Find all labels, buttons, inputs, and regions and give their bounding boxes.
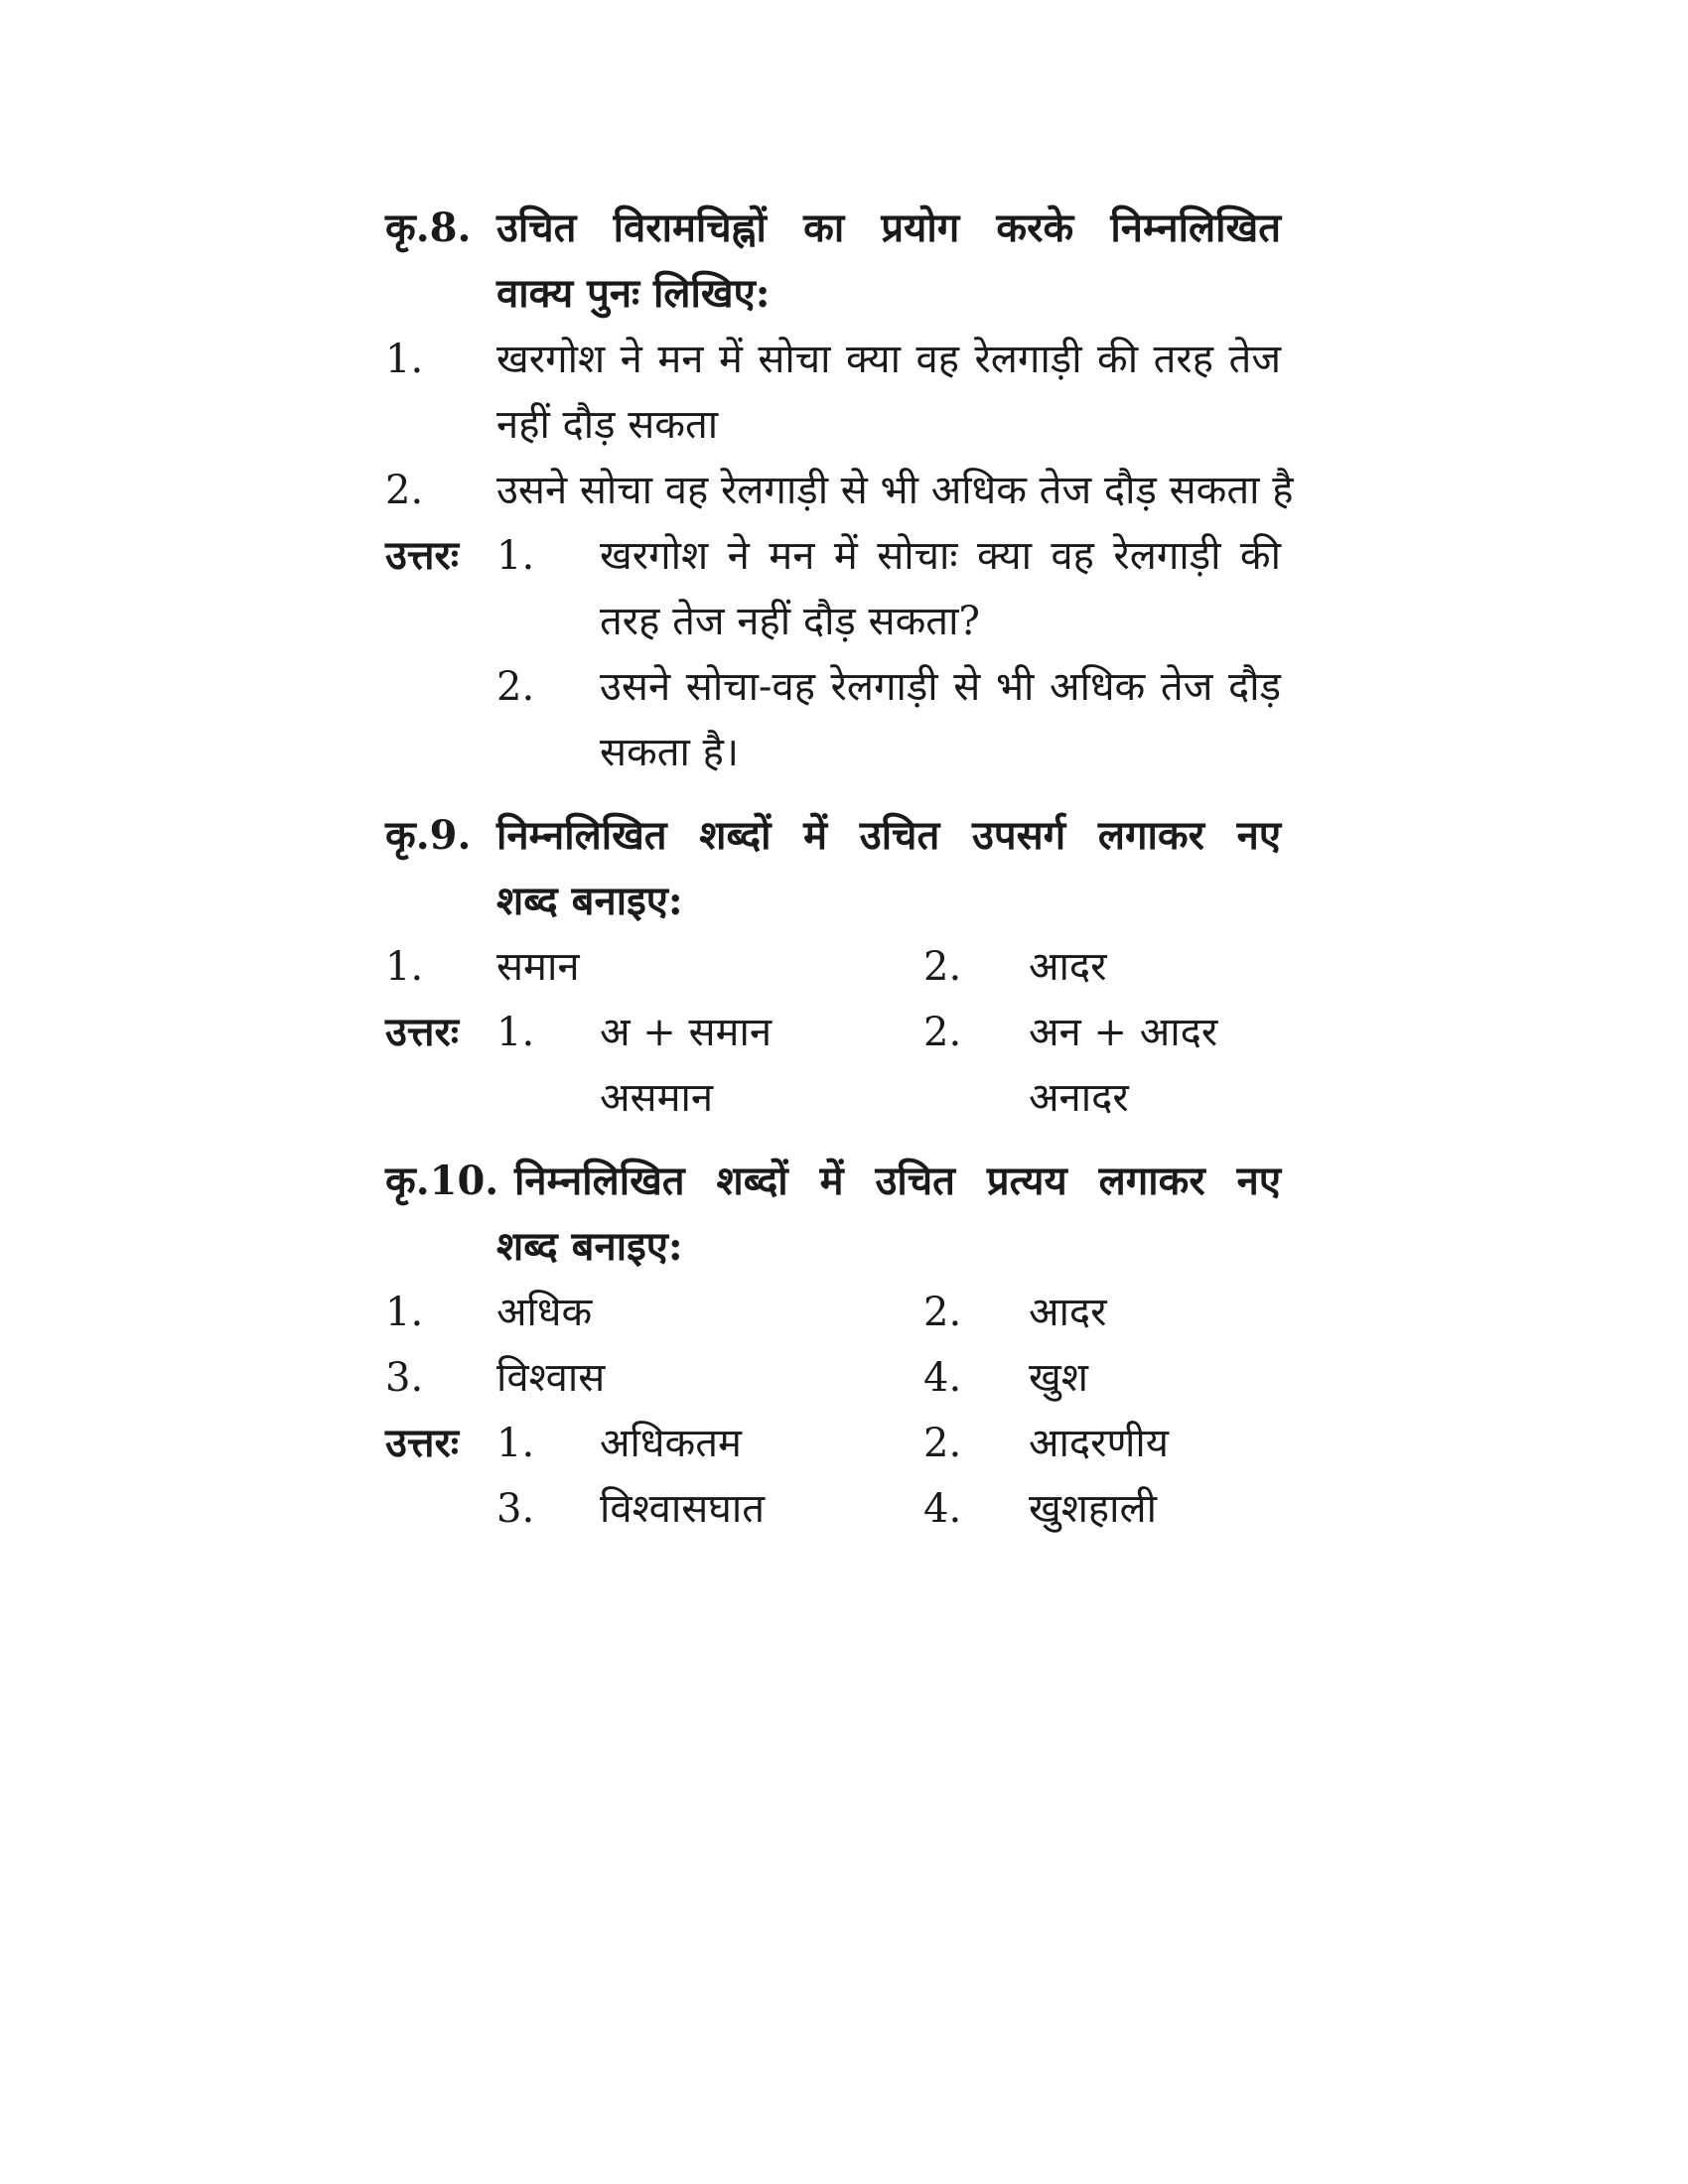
q8-item2-num: 2. <box>385 468 424 513</box>
q10-answer1-text: अधिकतम <box>600 1421 742 1466</box>
q10-item2-text: आदर <box>1029 1290 1107 1335</box>
q9-answer1-num: 1. <box>496 1010 535 1055</box>
q8-item1-num: 1. <box>385 337 424 382</box>
q9-item1-text: समान <box>496 944 580 990</box>
q9-label: कृ.9. <box>385 812 472 859</box>
q8-answer-label: उत्तरः <box>385 532 459 579</box>
q10-label: कृ.10. <box>385 1158 499 1204</box>
q10-answer4-text: खुशहाली <box>1029 1486 1157 1532</box>
q8-answer2-num: 2. <box>496 664 535 710</box>
q10-answer-label: उत्तरः <box>385 1420 459 1466</box>
q9-answer2-num: 2. <box>923 1010 962 1055</box>
q9-item2-num: 2. <box>923 944 962 990</box>
q9-title-line1: निम्नलिखित शब्दों में उचित उपसर्ग लगाकर नए <box>496 812 1281 859</box>
q9-answer1-line2: असमान <box>600 1075 714 1121</box>
q8-answer1-line2: तरह तेज नहीं दौड़ सकता? <box>600 599 980 644</box>
q10-answer2-num: 2. <box>923 1421 962 1466</box>
q8-item2-line1: उसने सोचा वह रेलगाड़ी से भी अधिक तेज दौड़ सकता है <box>496 468 1294 513</box>
q10-item3-text: विश्वास <box>496 1355 606 1401</box>
q9-answer1-line1: अ + समान <box>600 1010 773 1055</box>
q8-item1-line2: नहीं दौड़ सकता <box>496 402 719 448</box>
q10-answer3-text: विश्वासघात <box>600 1486 766 1532</box>
q8-label: कृ.8. <box>385 205 472 251</box>
q9-title-line2: शब्द बनाइए: <box>496 878 683 924</box>
q10-title-line1: निम्नलिखित शब्दों में उचित प्रत्यय लगाकर नए <box>514 1158 1281 1204</box>
q9-answer2-line1: अन + आदर <box>1029 1010 1218 1055</box>
q10-item1-num: 1. <box>385 1290 424 1335</box>
q8-answer1-num: 1. <box>496 533 535 579</box>
q8-answer2-line2: सकता है। <box>600 730 740 775</box>
q10-title-line2: शब्द बनाइए: <box>496 1223 683 1270</box>
q9-answer2-line2: अनादर <box>1029 1075 1129 1121</box>
q10-answer1-num: 1. <box>496 1421 535 1466</box>
q10-answer4-num: 4. <box>923 1486 962 1532</box>
q10-answer2-text: आदरणीय <box>1029 1421 1169 1466</box>
q8-title-line2: वाक्य पुनः लिखिए: <box>496 270 771 317</box>
q10-item1-text: अधिक <box>496 1290 593 1335</box>
q10-item4-text: खुश <box>1029 1355 1088 1401</box>
q10-answer3-num: 3. <box>496 1486 535 1532</box>
q10-item3-num: 3. <box>385 1355 424 1401</box>
q9-answer-label: उत्तरः <box>385 1009 459 1055</box>
q9-item2-text: आदर <box>1029 944 1107 990</box>
q10-item2-num: 2. <box>923 1290 962 1335</box>
q8-title-line1: उचित विरामचिह्नों का प्रयोग करके निम्नलिखित <box>496 205 1281 251</box>
q8-answer1-line1: खरगोश ने मन में सोचाः क्या वह रेलगाड़ी की <box>600 533 1281 579</box>
q8-answer2-line1: उसने सोचा-वह रेलगाड़ी से भी अधिक तेज दौड़ <box>600 664 1281 710</box>
q10-item4-num: 4. <box>923 1355 962 1401</box>
q9-item1-num: 1. <box>385 944 424 990</box>
q8-item1-line1: खरगोश ने मन में सोचा क्या वह रेलगाड़ी की तरह तेज <box>496 337 1281 382</box>
